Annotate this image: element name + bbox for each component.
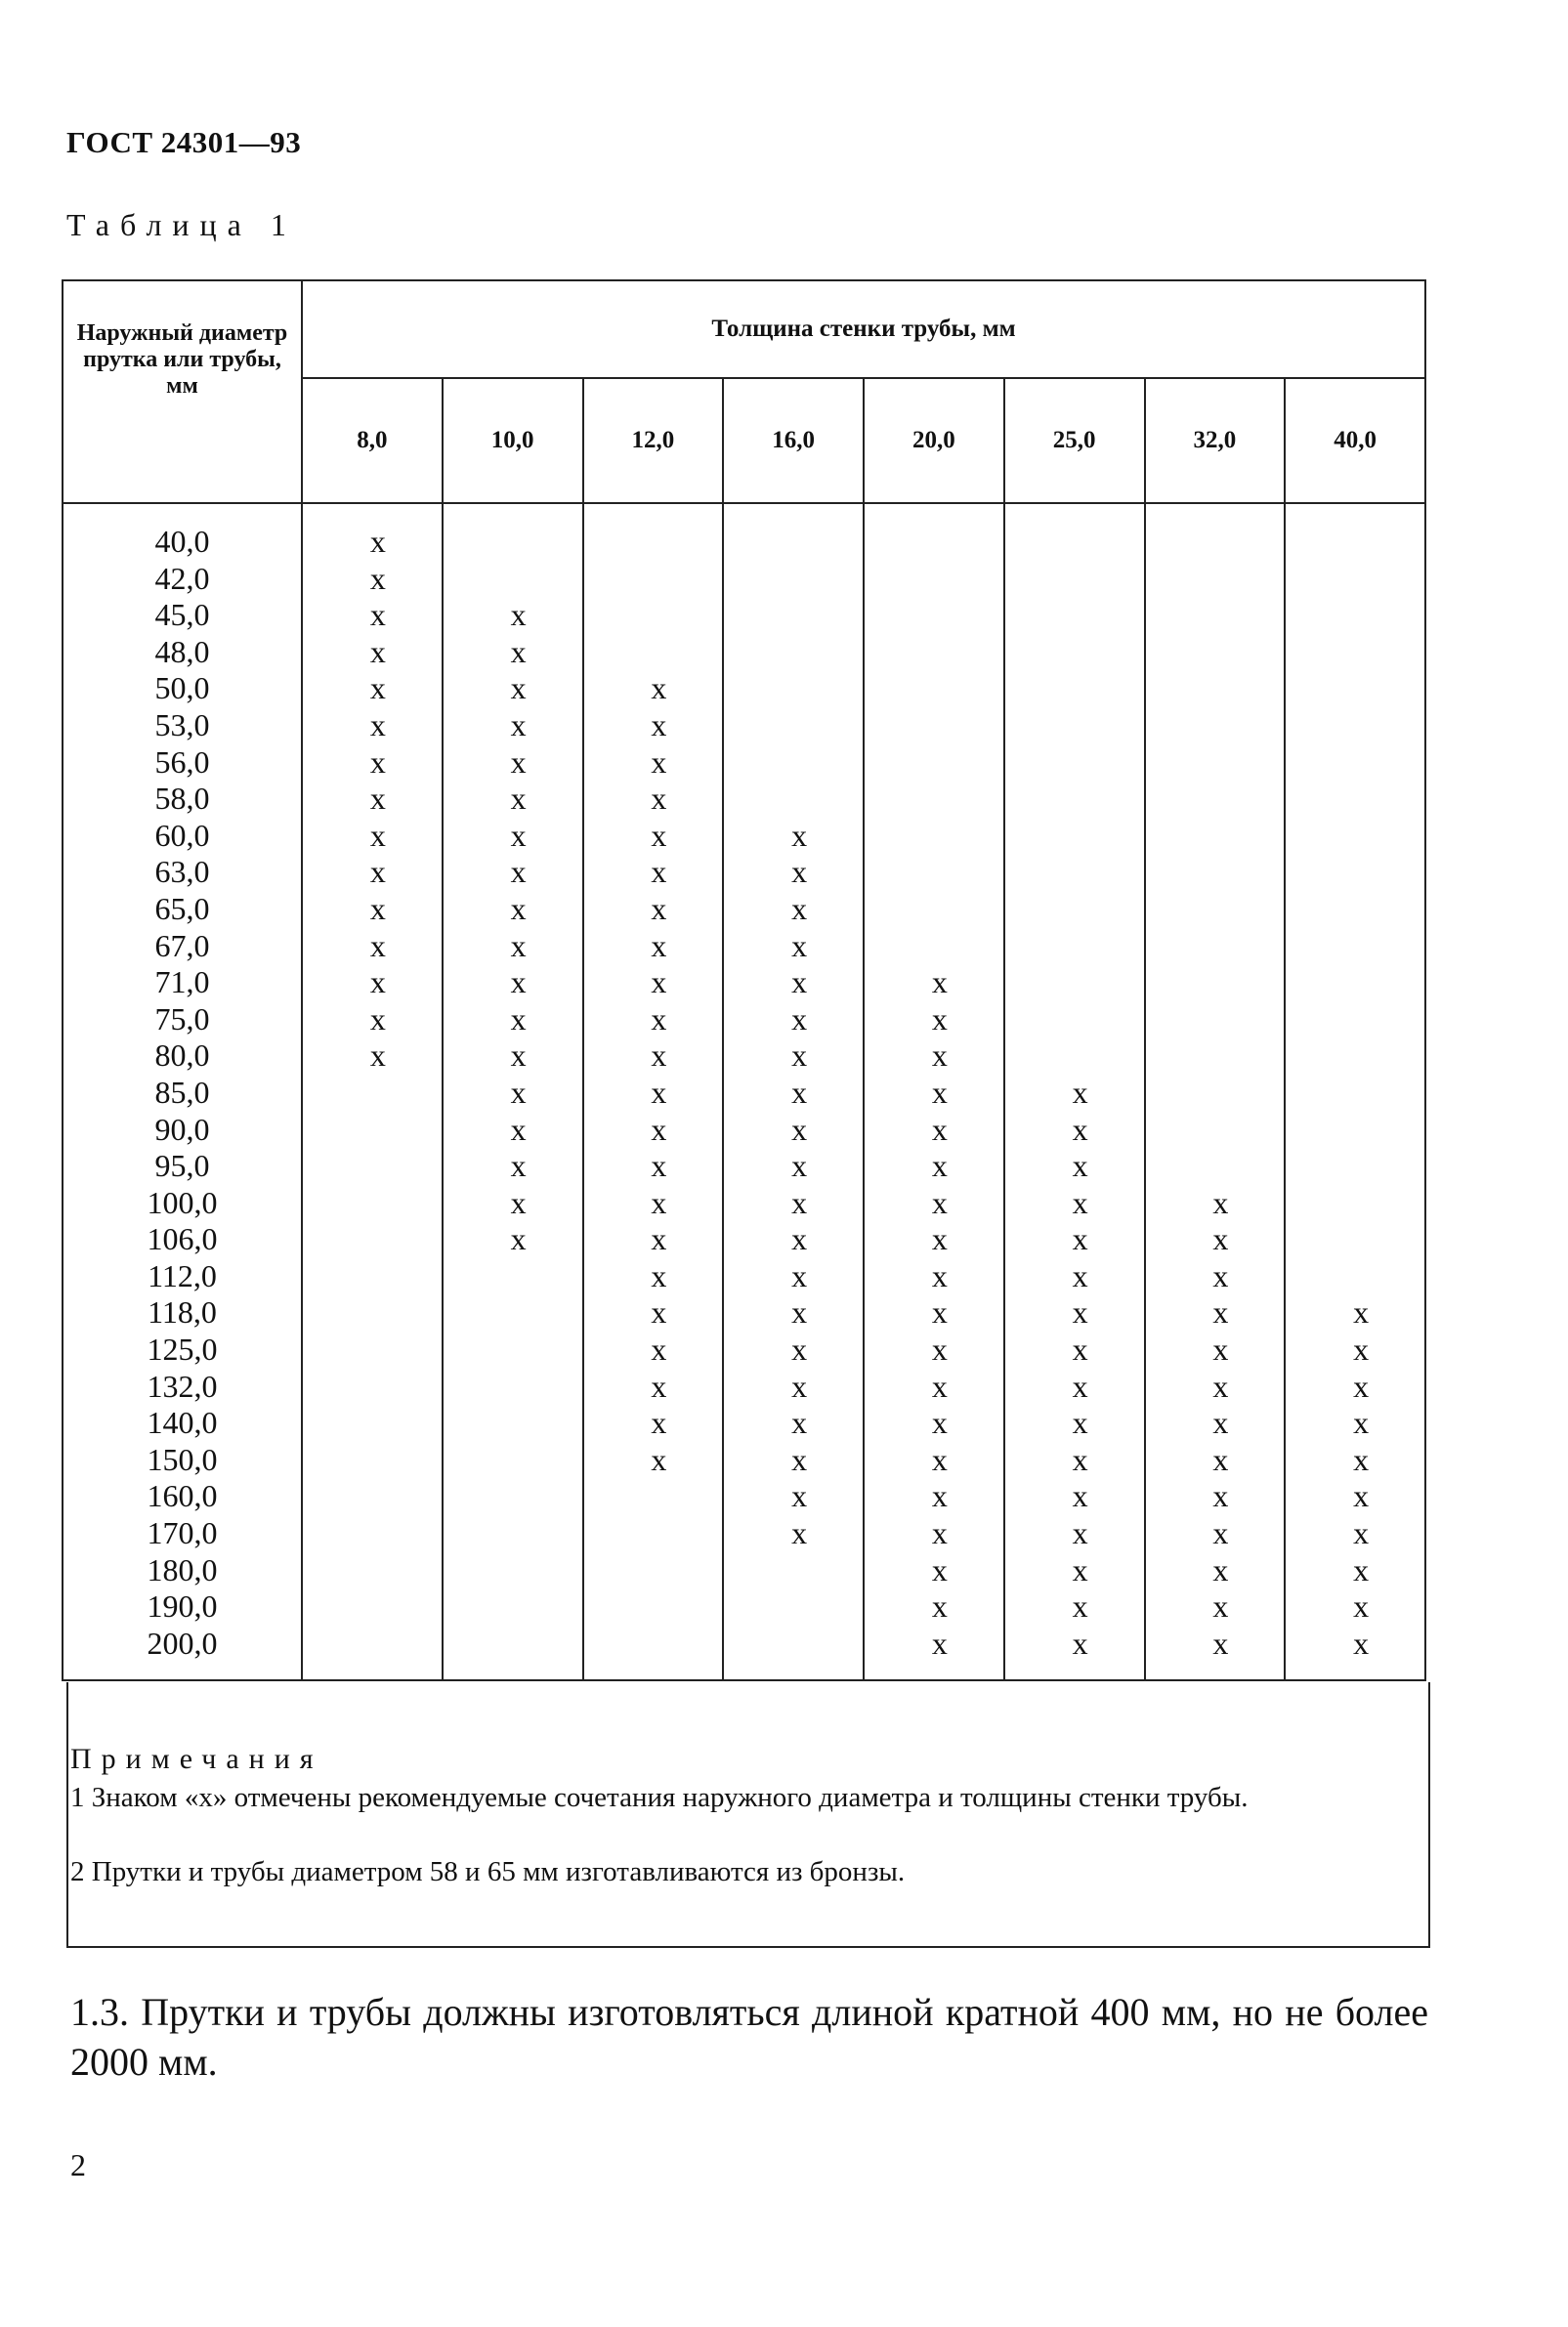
mark-cell: [1017, 928, 1144, 965]
mark-cell: [736, 597, 863, 634]
mark-cell: [1297, 1001, 1424, 1038]
mark-cell: x: [510, 1037, 527, 1074]
mark-cell: x: [510, 890, 527, 926]
mark-cell: x: [510, 1221, 527, 1257]
mark-cell: x: [510, 964, 527, 1000]
mark-cell: x: [931, 1037, 948, 1074]
mark-cell: x: [1072, 1368, 1088, 1404]
mark-cell: [876, 634, 1003, 671]
mark-cell: x: [1212, 1478, 1229, 1514]
mark-cell: x: [931, 1405, 948, 1441]
mark-cell: x: [931, 1588, 948, 1625]
mark-cell: x: [651, 781, 667, 817]
mark-cell: x: [791, 1257, 808, 1293]
marks-column-12: [583, 503, 724, 1680]
mark-cell: x: [1072, 1405, 1088, 1441]
mark-cell: [596, 524, 723, 561]
mark-cell: x: [791, 817, 808, 853]
diameter-value: 112,0: [148, 1257, 217, 1293]
mark-cell: x: [369, 706, 386, 742]
thickness-header-cell: 12,0: [583, 378, 724, 503]
mark-cell: [1158, 928, 1285, 965]
mark-cell: x: [1353, 1332, 1370, 1368]
mark-cell: x: [510, 597, 527, 633]
mark-cell: x: [931, 1184, 948, 1220]
mark-cell: x: [651, 1074, 667, 1110]
mark-cell: [1297, 1112, 1424, 1149]
mark-cell: [1297, 1258, 1424, 1295]
mark-cell: [1017, 891, 1144, 928]
mark-cell: x: [651, 817, 667, 853]
diameter-value: 150,0: [147, 1441, 218, 1477]
mark-cell: x: [651, 1441, 667, 1477]
mark-cell: [1017, 1037, 1144, 1075]
mark-cell: x: [1072, 1551, 1088, 1587]
mark-cell: [1297, 597, 1424, 634]
mark-cell: x: [1212, 1257, 1229, 1293]
mark-cell: x: [931, 1221, 948, 1257]
mark-cell: x: [510, 1184, 527, 1220]
mark-cell: x: [1072, 1625, 1088, 1661]
mark-cell: x: [369, 854, 386, 890]
diameter-value: 65,0: [154, 890, 210, 926]
mark-cell: x: [791, 890, 808, 926]
mark-cell: x: [651, 1332, 667, 1368]
mark-cell: x: [510, 781, 527, 817]
mark-cell: x: [651, 1221, 667, 1257]
mark-cell: x: [651, 1111, 667, 1147]
mark-cell: [1158, 964, 1285, 1001]
mark-cell: x: [791, 1478, 808, 1514]
marks-column-20: [864, 503, 1004, 1680]
mark-cell: x: [791, 1184, 808, 1220]
mark-cell: x: [931, 964, 948, 1000]
mark-cell: x: [510, 927, 527, 963]
mark-cell: [1158, 744, 1285, 782]
mark-cell: [876, 707, 1003, 744]
diameter-value: 85,0: [154, 1074, 210, 1110]
mark-cell: [1297, 781, 1424, 818]
mark-cell: x: [931, 1515, 948, 1551]
mark-cell: x: [651, 1368, 667, 1404]
mark-cell: [736, 781, 863, 818]
thickness-header-cell: 8,0: [302, 378, 443, 503]
mark-cell: [1017, 744, 1144, 782]
mark-cell: x: [1072, 1257, 1088, 1293]
thickness-group-header: Толщина стенки трубы, мм: [302, 280, 1425, 378]
thickness-header-cell: 32,0: [1145, 378, 1286, 503]
mark-cell: x: [791, 1441, 808, 1477]
mark-cell: [1297, 561, 1424, 598]
mark-cell: x: [369, 670, 386, 706]
marks-column-16: [723, 503, 864, 1680]
mark-cell: x: [510, 1000, 527, 1037]
mark-cell: x: [791, 927, 808, 963]
diameter-value: 190,0: [147, 1588, 218, 1625]
mark-cell: [1297, 1148, 1424, 1185]
mark-cell: x: [791, 854, 808, 890]
mark-cell: [1158, 634, 1285, 671]
mark-cell: x: [1353, 1515, 1370, 1551]
mark-cell: [1297, 818, 1424, 855]
mark-cell: x: [1072, 1515, 1088, 1551]
mark-cell: x: [931, 1074, 948, 1110]
mark-cell: [736, 524, 863, 561]
mark-cell: x: [791, 1368, 808, 1404]
mark-cell: x: [369, 781, 386, 817]
mark-cell: x: [510, 633, 527, 669]
mark-cell: [876, 818, 1003, 855]
mark-cell: x: [651, 890, 667, 926]
diameter-value: 40,0: [154, 524, 210, 559]
mark-cell: x: [651, 1148, 667, 1184]
mark-cell: x: [510, 854, 527, 890]
mark-cell: x: [931, 1111, 948, 1147]
mark-cell: [1297, 1037, 1424, 1075]
mark-cell: x: [791, 1405, 808, 1441]
mark-cell: [1017, 524, 1144, 561]
mark-cell: x: [791, 1111, 808, 1147]
diameter-value: 160,0: [147, 1478, 218, 1514]
mark-cell: x: [369, 1037, 386, 1074]
mark-cell: [1158, 1001, 1285, 1038]
mark-cell: x: [1072, 1184, 1088, 1220]
diameter-value: 63,0: [154, 854, 210, 890]
mark-cell: x: [1072, 1221, 1088, 1257]
mark-cell: x: [1212, 1184, 1229, 1220]
mark-cell: [736, 634, 863, 671]
mark-cell: [1158, 781, 1285, 818]
mark-cell: [876, 854, 1003, 891]
mark-cell: [1297, 670, 1424, 707]
diameter-column-header: Наружный диаметр прутка или трубы, мм: [63, 280, 302, 503]
mark-cell: x: [791, 1148, 808, 1184]
mark-cell: x: [931, 1368, 948, 1404]
mark-cell: [876, 781, 1003, 818]
mark-cell: [1297, 1221, 1424, 1258]
mark-cell: x: [1072, 1148, 1088, 1184]
mark-cell: [876, 524, 1003, 561]
mark-cell: [736, 670, 863, 707]
mark-cell: x: [791, 1294, 808, 1331]
diameter-value: 56,0: [154, 743, 210, 780]
mark-cell: [876, 561, 1003, 598]
mark-cell: x: [651, 1037, 667, 1074]
diameter-value: 200,0: [147, 1625, 218, 1661]
mark-cell: [1017, 561, 1144, 598]
diameter-value: 118,0: [148, 1294, 217, 1331]
mark-cell: [876, 670, 1003, 707]
mark-cell: x: [791, 1037, 808, 1074]
mark-cell: [1158, 597, 1285, 634]
mark-cell: [1297, 1185, 1424, 1222]
mark-cell: x: [1353, 1478, 1370, 1514]
diameter-value: 45,0: [154, 597, 210, 633]
mark-cell: [1158, 524, 1285, 561]
marks-column-32: [1145, 503, 1286, 1680]
mark-cell: [455, 524, 582, 561]
mark-cell: [1017, 597, 1144, 634]
mark-cell: x: [1353, 1405, 1370, 1441]
thickness-header-cell: 20,0: [864, 378, 1004, 503]
mark-cell: x: [931, 1148, 948, 1184]
mark-cell: x: [1353, 1294, 1370, 1331]
mark-cell: x: [1072, 1294, 1088, 1331]
thickness-header-cell: 40,0: [1285, 378, 1425, 503]
mark-cell: [1158, 1075, 1285, 1112]
mark-cell: x: [369, 743, 386, 780]
mark-cell: [1017, 854, 1144, 891]
mark-cell: [1017, 964, 1144, 1001]
mark-cell: x: [651, 1184, 667, 1220]
mark-cell: x: [1212, 1515, 1229, 1551]
mark-cell: x: [791, 1221, 808, 1257]
mark-cell: [1017, 781, 1144, 818]
mark-cell: x: [1072, 1478, 1088, 1514]
mark-cell: [736, 707, 863, 744]
mark-cell: [1297, 1075, 1424, 1112]
note-2: 2 Прутки и трубы диаметром 58 и 65 мм изготавливаются из бронзы.: [70, 1856, 906, 1887]
mark-cell: x: [651, 854, 667, 890]
mark-cell: x: [651, 1294, 667, 1331]
mark-cell: x: [369, 560, 386, 596]
diameter-value: 180,0: [147, 1551, 218, 1587]
mark-cell: [1158, 891, 1285, 928]
diameter-value: 140,0: [147, 1405, 218, 1441]
note-1: 1 Знаком «x» отмечены рекомендуемые сочетания наружного диаметра и толщины стенки трубы.: [70, 1782, 1249, 1813]
diameter-value: 58,0: [154, 781, 210, 817]
diameter-value: 100,0: [147, 1184, 218, 1220]
mark-cell: x: [791, 1074, 808, 1110]
mark-cell: [1158, 707, 1285, 744]
mark-cell: [1297, 891, 1424, 928]
diameter-value: 53,0: [154, 706, 210, 742]
mark-cell: x: [510, 1111, 527, 1147]
diameter-value: 90,0: [154, 1111, 210, 1147]
mark-cell: x: [651, 964, 667, 1000]
mark-cell: x: [931, 1000, 948, 1037]
notes-title: Примечания: [70, 1743, 323, 1775]
mark-cell: x: [1212, 1405, 1229, 1441]
thickness-header-cell: 16,0: [723, 378, 864, 503]
mark-cell: x: [369, 890, 386, 926]
mark-cell: x: [1353, 1625, 1370, 1661]
mark-cell: [1017, 634, 1144, 671]
mark-cell: x: [369, 1000, 386, 1037]
mark-cell: x: [1212, 1294, 1229, 1331]
mark-cell: x: [651, 1257, 667, 1293]
mark-cell: [1297, 707, 1424, 744]
mark-cell: x: [510, 706, 527, 742]
mark-cell: [1297, 928, 1424, 965]
diameter-value: 42,0: [154, 560, 210, 596]
mark-cell: x: [510, 670, 527, 706]
mark-cell: [1017, 670, 1144, 707]
mark-cell: x: [510, 817, 527, 853]
dimension-table: [62, 279, 1426, 1681]
mark-cell: [1297, 524, 1424, 561]
mark-cell: [1017, 707, 1144, 744]
mark-cell: x: [1212, 1368, 1229, 1404]
diameter-value: 95,0: [154, 1148, 210, 1184]
diameter-value: 125,0: [147, 1332, 218, 1368]
mark-cell: [876, 928, 1003, 965]
thickness-header-cell: 25,0: [1004, 378, 1145, 503]
mark-cell: x: [651, 670, 667, 706]
mark-cell: [455, 561, 582, 598]
diameter-value: 60,0: [154, 817, 210, 853]
mark-cell: x: [369, 964, 386, 1000]
mark-cell: x: [1072, 1111, 1088, 1147]
mark-cell: x: [1072, 1588, 1088, 1625]
mark-cell: x: [369, 597, 386, 633]
marks-column-10: [443, 503, 583, 1680]
mark-cell: x: [651, 1000, 667, 1037]
mark-cell: x: [931, 1294, 948, 1331]
diameter-value: 75,0: [154, 1000, 210, 1037]
mark-cell: [1158, 670, 1285, 707]
mark-cell: [596, 597, 723, 634]
mark-cell: [1297, 634, 1424, 671]
mark-cell: x: [1072, 1441, 1088, 1477]
mark-cell: x: [1212, 1551, 1229, 1587]
mark-cell: x: [369, 927, 386, 963]
document-code: ГОСТ 24301—93: [66, 125, 302, 159]
mark-cell: x: [1072, 1332, 1088, 1368]
mark-cell: x: [1212, 1441, 1229, 1477]
mark-cell: x: [1212, 1221, 1229, 1257]
mark-cell: x: [651, 706, 667, 742]
mark-cell: [876, 597, 1003, 634]
mark-cell: x: [510, 1148, 527, 1184]
marks-column-8: [302, 503, 443, 1680]
mark-cell: [1158, 1112, 1285, 1149]
mark-cell: x: [1212, 1588, 1229, 1625]
mark-cell: x: [651, 927, 667, 963]
mark-cell: x: [1353, 1368, 1370, 1404]
diameter-value: 132,0: [147, 1368, 218, 1404]
mark-cell: x: [510, 743, 527, 780]
mark-cell: [736, 561, 863, 598]
mark-cell: x: [1212, 1332, 1229, 1368]
mark-cell: x: [791, 1000, 808, 1037]
mark-cell: x: [1072, 1074, 1088, 1110]
mark-cell: x: [931, 1551, 948, 1587]
diameter-value: 106,0: [147, 1221, 218, 1257]
mark-cell: x: [651, 1405, 667, 1441]
mark-cell: x: [931, 1332, 948, 1368]
mark-cell: [1158, 1037, 1285, 1075]
diameter-value: 71,0: [154, 964, 210, 1000]
mark-cell: x: [791, 1515, 808, 1551]
mark-cell: [1297, 854, 1424, 891]
mark-cell: x: [931, 1257, 948, 1293]
mark-cell: x: [931, 1441, 948, 1477]
paragraph-1-3: 1.3. Прутки и трубы должны изготовляться длиной кратной 400 мм, но не более 2000 мм.: [70, 1990, 1428, 2084]
mark-cell: x: [369, 817, 386, 853]
marks-column-40: [1285, 503, 1425, 1680]
mark-cell: x: [1212, 1625, 1229, 1661]
diameter-value: 67,0: [154, 927, 210, 963]
mark-cell: [1017, 818, 1144, 855]
diameter-value: 170,0: [147, 1515, 218, 1551]
mark-cell: [1158, 561, 1285, 598]
mark-cell: [736, 744, 863, 782]
diameter-value: 80,0: [154, 1037, 210, 1074]
diameter-value: 48,0: [154, 633, 210, 669]
thickness-header-cell: 10,0: [443, 378, 583, 503]
mark-cell: x: [369, 633, 386, 669]
page-number: 2: [70, 2147, 86, 2182]
mark-cell: [1297, 964, 1424, 1001]
mark-cell: [1297, 744, 1424, 782]
mark-cell: x: [931, 1625, 948, 1661]
mark-cell: x: [1353, 1441, 1370, 1477]
mark-cell: x: [931, 1478, 948, 1514]
mark-cell: x: [791, 964, 808, 1000]
mark-cell: [1158, 818, 1285, 855]
mark-cell: x: [1353, 1588, 1370, 1625]
diameter-value: 50,0: [154, 670, 210, 706]
mark-cell: [876, 891, 1003, 928]
mark-cell: [1017, 1001, 1144, 1038]
mark-cell: x: [1353, 1551, 1370, 1587]
mark-cell: x: [791, 1332, 808, 1368]
mark-cell: [596, 561, 723, 598]
mark-cell: [1158, 854, 1285, 891]
mark-cell: [596, 634, 723, 671]
mark-cell: [1158, 1148, 1285, 1185]
mark-cell: x: [651, 743, 667, 780]
marks-column-25: [1004, 503, 1145, 1680]
diameter-column: [63, 503, 302, 1680]
mark-cell: x: [510, 1074, 527, 1110]
table-caption: Таблица 1: [66, 207, 297, 242]
mark-cell: x: [369, 524, 386, 559]
mark-cell: [876, 744, 1003, 782]
